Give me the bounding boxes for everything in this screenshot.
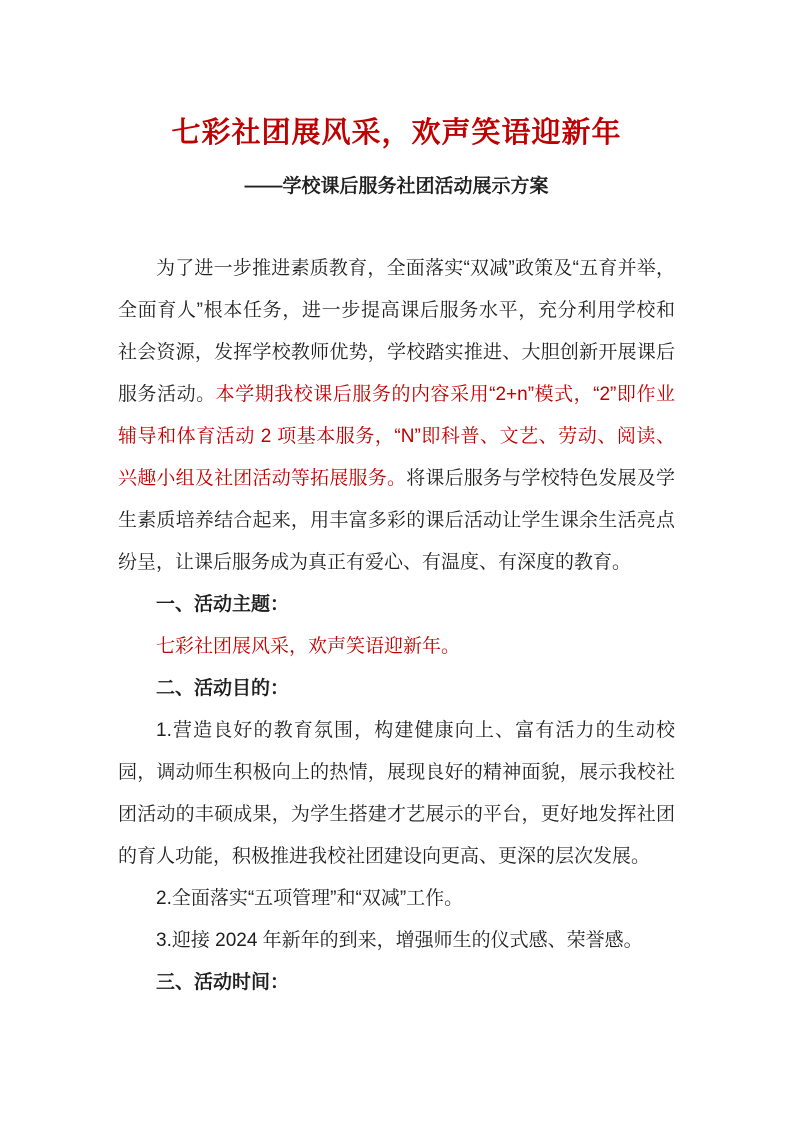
- document-subtitle: ——学校课后服务社团活动展示方案: [244, 176, 549, 197]
- intro-text-black-1: 为了进一步推进素质教育，全面落实“双减”政策及“五育并举，全面育人”根本任务，进一步提高课后服务水平，充分利用学校和社会资源，发挥学校教师优势，学校踏实推进、大胆创新开展课后服务活动。: [118, 258, 675, 405]
- document-body: [118, 248, 675, 1004]
- document-title: 七彩社团展风采，欢声笑语迎新年: [171, 117, 622, 149]
- intro-text-red: 本学期我校课后服务的内容采用“2+n”模式，“2”即作业辅导和体育活动 2 项基本服务，“N”即科普、文艺、劳动、阅读、兴趣小组及社团活动等拓展服务。: [118, 384, 675, 489]
- section-2-heading: 二、活动目的：: [156, 678, 290, 699]
- intro-text-black-2: 将课后服务与学校特色发展及学生素质培养结合起来，用丰富多彩的课后活动让学生课余生活亮点纷呈，让课后服务成为真正有爱心、有温度、有深度的教育。: [118, 468, 675, 573]
- intro-paragraph: [118, 248, 675, 584]
- section-3-heading: 三、活动时间：: [156, 972, 290, 993]
- section-1-heading: 一、活动主题：: [156, 594, 290, 615]
- section-2-item-3: 3.迎接 2024 年新年的到来，增强师生的仪式感、荣誉感。: [156, 930, 643, 951]
- section-2-item-2: 2.全面落实“五项管理”和“双减”工作。: [156, 888, 464, 909]
- section-2-item-1: 1.营造良好的教育氛围，构建健康向上、富有活力的生动校园，调动师生积极向上的热情，展现良好的精神面貌，展示我校社团活动的丰硕成果，为学生搭建才艺展示的平台，更好地发挥社团的育人功能，积极推进我校社团建设向更高、更深的层次发展。: [118, 720, 675, 867]
- section-1-theme-line: 七彩社团展风采，欢声笑语迎新年。: [156, 636, 461, 657]
